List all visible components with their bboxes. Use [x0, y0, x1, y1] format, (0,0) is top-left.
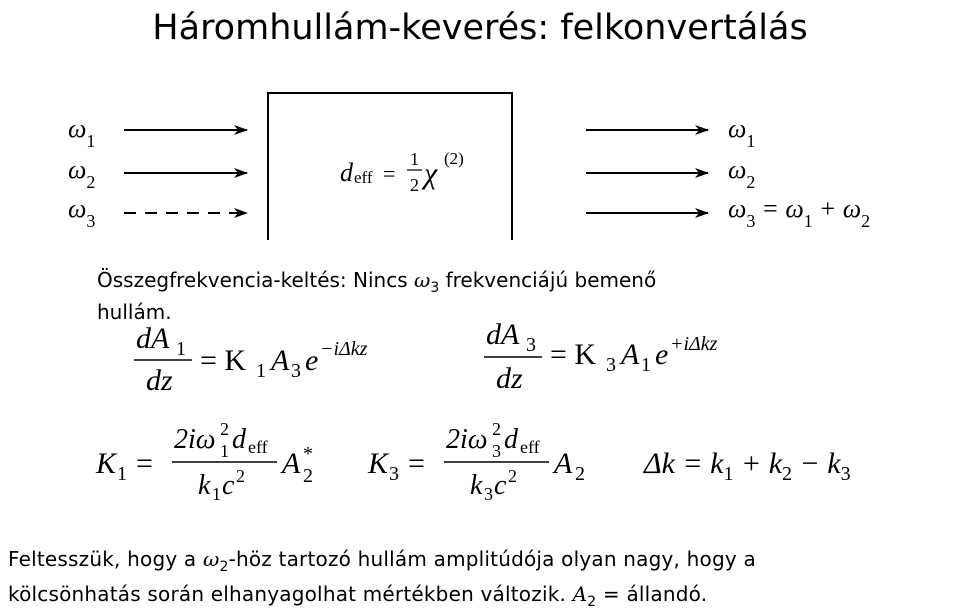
svg-text:k: k [470, 470, 483, 501]
svg-text:A: A [554, 447, 573, 480]
svg-text:dA: dA [486, 318, 520, 351]
input-omega3-label: $\omega_3$ [68, 194, 96, 231]
svg-text:eff: eff [520, 437, 540, 457]
svg-text:dA: dA [136, 322, 170, 355]
svg-text:2iω: 2iω [174, 424, 216, 455]
svg-text:2: 2 [236, 466, 245, 486]
svg-text:*: * [303, 443, 313, 465]
svg-text:2: 2 [492, 419, 501, 439]
svg-text:dz: dz [146, 364, 173, 397]
output-omega3-sum-label: $\omega_3 = \omega_1 + \omega_2$ [728, 194, 871, 231]
svg-text:eff: eff [248, 437, 268, 457]
svg-text:=: = [383, 161, 396, 186]
input-omega2-label: $\omega_2$ [68, 155, 96, 192]
svg-text:3: 3 [291, 360, 301, 382]
equation-k1 [95, 419, 313, 504]
svg-text:1: 1 [117, 463, 127, 485]
svg-text:= K: = K [200, 344, 247, 377]
svg-text:K: K [96, 447, 117, 480]
svg-text:2iω: 2iω [446, 424, 488, 455]
svg-text:A: A [621, 338, 640, 371]
three-wave-mixing-diagram [0, 80, 960, 240]
svg-text:d: d [232, 424, 246, 455]
svg-text:= K: = K [550, 338, 597, 371]
svg-text:=: = [408, 447, 425, 480]
svg-text:2: 2 [508, 466, 517, 486]
equation-da1-dz [134, 322, 368, 397]
svg-text:3: 3 [526, 334, 536, 356]
assumption-paragraph: Feltesszük, hogy a $\omega_2$-höz tartozó hullám amplitúdója olyan nagy, hogy a kölcsönhatás során elhanyagolhat mértékben változik. $A_2$ = állandó. [8, 547, 756, 610]
svg-text:A: A [282, 447, 301, 480]
svg-text:3: 3 [484, 484, 493, 504]
svg-text:=: = [136, 447, 153, 480]
svg-text:2: 2 [303, 465, 313, 487]
svg-text:k: k [198, 470, 211, 501]
svg-text:c: c [494, 470, 507, 501]
equation-da3-dz [484, 318, 718, 395]
svg-text:1: 1 [641, 354, 651, 376]
svg-text:1: 1 [176, 338, 186, 360]
svg-text:c: c [222, 470, 235, 501]
sum-frequency-description: Összegfrekvencia-keltés: Nincs $\omega_3$ frekvenciájú bemenő hullám. [97, 268, 657, 324]
output-omega1-label: $\omega_1$ [728, 114, 756, 151]
svg-text:e: e [305, 344, 319, 377]
svg-text:1: 1 [220, 441, 229, 461]
svg-text:(2): (2) [444, 149, 464, 168]
svg-text:+iΔkz: +iΔkz [670, 333, 718, 355]
svg-text:3: 3 [492, 441, 501, 461]
svg-text:3: 3 [389, 463, 399, 485]
d-eff-formula [340, 149, 464, 195]
svg-text:3: 3 [606, 354, 616, 376]
svg-text:2: 2 [220, 419, 229, 439]
svg-text:eff: eff [354, 168, 373, 187]
svg-text:Δk = k1 + k2 − k3: $\Delta k = k_1 + k_2 - k_3$ [644, 447, 851, 485]
svg-text:2: 2 [575, 463, 585, 485]
svg-text:dz: dz [496, 362, 523, 395]
equation-k3 [367, 419, 585, 504]
svg-text:1: 1 [256, 360, 266, 382]
svg-text:χ: χ [424, 157, 438, 190]
svg-text:1: 1 [212, 484, 221, 504]
svg-text:K: K [368, 447, 389, 480]
equation-delta-k [643, 447, 851, 485]
slide-title: Háromhullám-keverés: felkonvertálás [152, 8, 808, 48]
svg-text:2: 2 [410, 175, 419, 195]
svg-text:e: e [655, 338, 669, 371]
svg-text:−iΔkz: −iΔkz [320, 338, 368, 360]
svg-text:1: 1 [410, 149, 419, 169]
output-omega2-label: $\omega_2$ [728, 155, 756, 192]
svg-text:A: A [271, 344, 290, 377]
svg-text:d: d [504, 424, 518, 455]
input-omega1-label: $\omega_1$ [68, 114, 96, 151]
coupled-amplitude-equations [0, 318, 960, 508]
svg-text:d: d [340, 158, 353, 187]
